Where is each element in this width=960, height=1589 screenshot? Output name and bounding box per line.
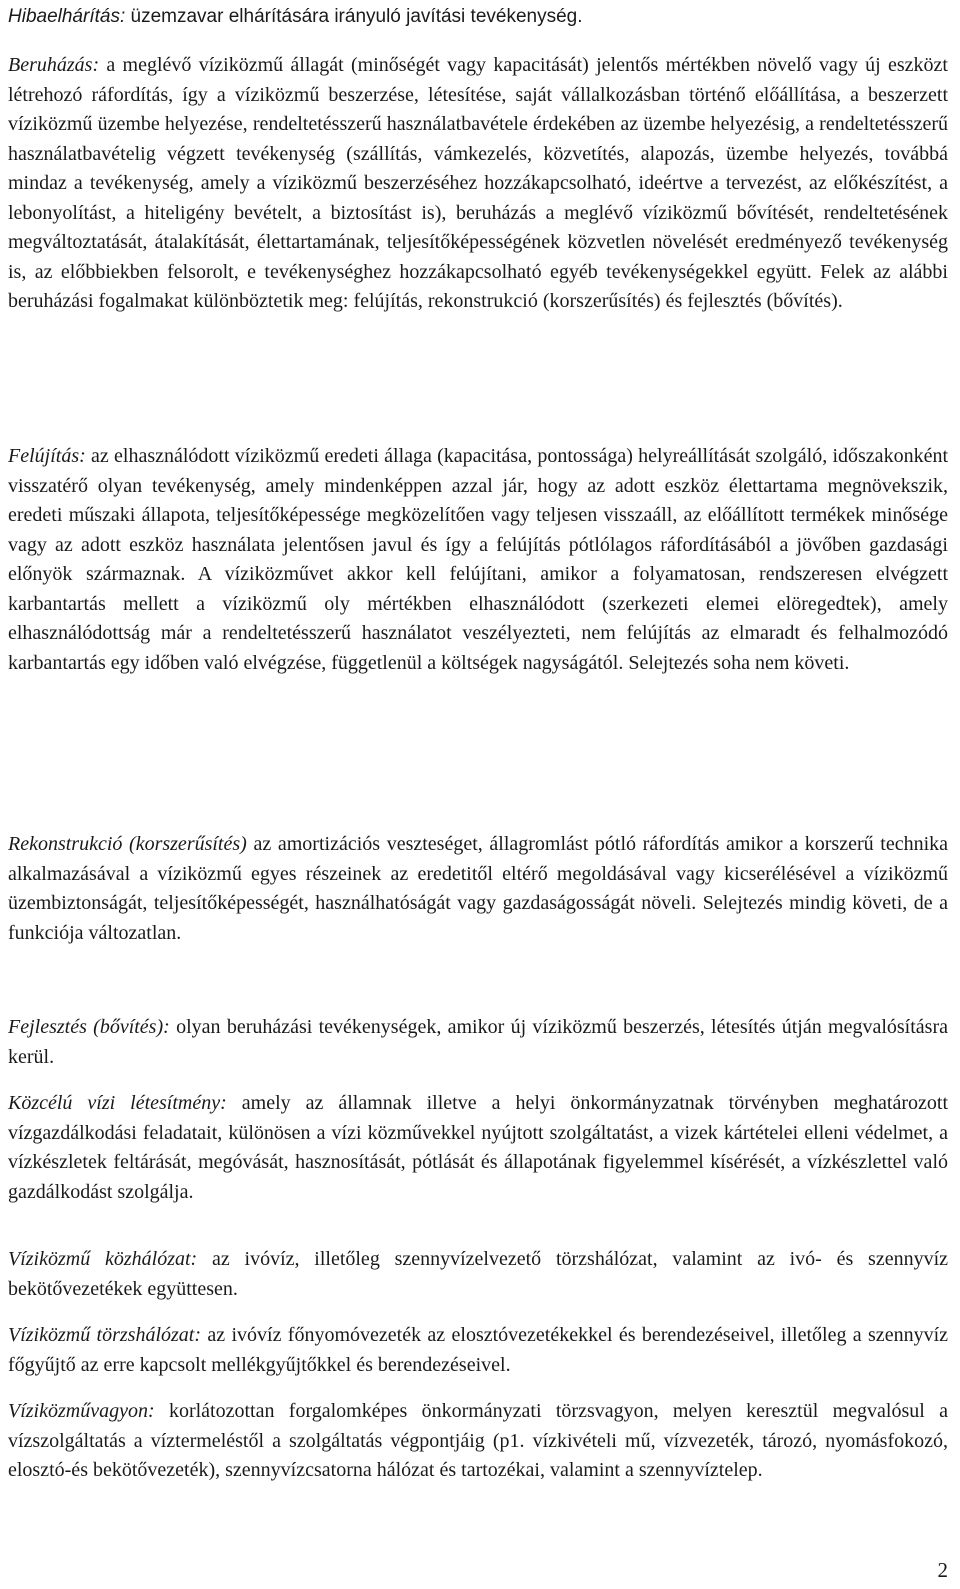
definition-text: korlátozottan forgalomképes önkormányzati törzsvagyon, melyen keresztül megvalósul a vízszolgáltatás a víztermeléstől a szolgáltatás végpontjáig (p1. vízkivételi mű, vízvezeték, tározó, nyomásfokozó, elosztó-és bekötővezeték), szennyvízcsatorna hálózat és tartozékai, valamint a szennyvíztelep.: [8, 1400, 948, 1481]
definition-text: az ivóvíz, illetőleg szennyvízelvezető törzshálózat, valamint az ivó- és szennyvíz bekötővezetékek együttesen.: [8, 1248, 949, 1300]
definition-text: amely az államnak illetve a helyi önkormányzatnak törvényben meghatározott vízgazdálkodási feladatait, különösen a vízi közművekkel nyújtott szolgáltatást, a vizek kártételei elleni védelmet, a vízkészletek feltárását, megóvását, hasznosítását, pótlását és állapotának figyelemmel kísérését, a vízkészlettel való gazdálkodást szolgálja.: [8, 1092, 949, 1203]
definition-hibaelharitas: [8, 2, 948, 32]
definition-text: az ivóvíz főnyomóvezeték az elosztóvezetékekkel és berendezéseivel, illetőleg a szennyvíz főgyűjtő az erre kapcsolt mellékgyűjtőkkel és berendezéseivel.: [8, 1324, 948, 1376]
definition-felujitas: [8, 442, 948, 678]
definition-text: olyan beruházási tevékenységek, amikor új víziközmű beszerzés, létesítés útján megvalósításra kerül.: [8, 1016, 948, 1068]
definition-term: Rekonstrukció (korszerűsítés): [8, 833, 247, 855]
definition-term: Fejlesztés (bővítés):: [8, 1016, 170, 1038]
definition-vizikozmuvagyon: [8, 1397, 948, 1486]
definition-term: Közcélú vízi létesítmény:: [8, 1092, 227, 1114]
definition-text: az elhasználódott víziközmű eredeti állaga (kapacitása, pontossága) helyreállítását szolgáló, időszakonként visszatérő olyan tevékenység, amely mindenképpen azzal jár, hogy az adott eszköz élettartama megnövekszik, eredeti műszaki állapota, teljesítőképessége megközelítően vagy teljesen visszaáll, az előállított termékek minősége vagy az adott eszköz használata jelentősen javul és így a felújítás pótlólagos ráfordításából a jövőben gazdasági előnyök származnak. A víziközművet akkor kell felújítani, amikor a folyamatosan, rendszeresen elvégzett karbantartás mellett a víziközmű oly mértékben elhasználódott (szerkezeti elemei elöregedtek), amely elhasználódottság már a rendeltetésszerű használatot veszélyezteti, nem felújítás az elmaradt és felhalmozódó karbantartás egy időben való elvégzése, függetlenül a költségek nagyságától. Selejtezés soha nem követi.: [8, 445, 948, 674]
page-number: 2: [937, 1558, 948, 1582]
definition-term: Hibaelhárítás:: [8, 6, 126, 27]
definition-text: a meglévő víziközmű állagát (minőségét vagy kapacitását) jelentős mértékben növelő vagy új eszközt létrehozó ráfordítás, így a víziközmű beszerzése, létesítése, saját vállalkozásban történő előállítása, a beszerzett víziközmű üzembe helyezése, rendeltetésszerű használatbavétele érdekében az üzembe helyezésig, a rendeltetésszerű használatbavételig végzett tevékenység (szállítás, vámkezelés, közvetítés, alapozás, üzembe helyezés, továbbá mindaz a tevékenység, amely a víziközmű beszerzéséhez hozzákapcsolható, ideértve a tervezést, az előkészítést, a lebonyolítást, a hiteligény bevételt, a biztosítást is), beruházás a meglévő víziközmű bővítését, rendeltetésének megváltoztatását, átalakítását, élettartamának, teljesítőképességének közvetlen növelését eredményező tevékenység is, az előbbiekben felsorolt, e tevékenységhez hozzákapcsolható egyéb tevékenységekkel együtt. Felek az alábbi beruházási fogalmakat különböztetik meg: felújítás, rekonstrukció (korszerűsítés) és fejlesztés (bővítés).: [8, 54, 948, 312]
definition-fejlesztes: [8, 1013, 948, 1072]
definition-vizikozmu-kozhalozat: [8, 1245, 948, 1304]
definition-term: Felújítás:: [8, 445, 86, 467]
definition-term: Beruházás:: [8, 54, 100, 76]
definition-term: Víziközmű törzshálózat:: [8, 1324, 202, 1346]
definition-term: Víziközmű közhálózat:: [8, 1248, 198, 1270]
definition-vizikozmu-torzshalozat: [8, 1321, 948, 1380]
definition-beruhazas: [8, 51, 948, 317]
definition-kozcelu-vizi-letesitmeny: [8, 1089, 948, 1207]
definition-term: Víziközművagyon:: [8, 1400, 155, 1422]
definition-rekonstrukcio: [8, 830, 948, 948]
definition-text: az amortizációs veszteséget, állagromlást pótló ráfordítás amikor a korszerű technika alkalmazásával a víziközmű egyes részeinek az eredetitől eltérő megoldásával vagy kicserélésével a víziközmű üzembiztonságát, teljesítőképességét, használhatóságát vagy gazdaságosságát növeli. Selejtezés mindig követi, de a funkciója változatlan.: [8, 833, 949, 944]
definition-text: üzemzavar elhárítására irányuló javítási tevékenység.: [125, 6, 583, 27]
